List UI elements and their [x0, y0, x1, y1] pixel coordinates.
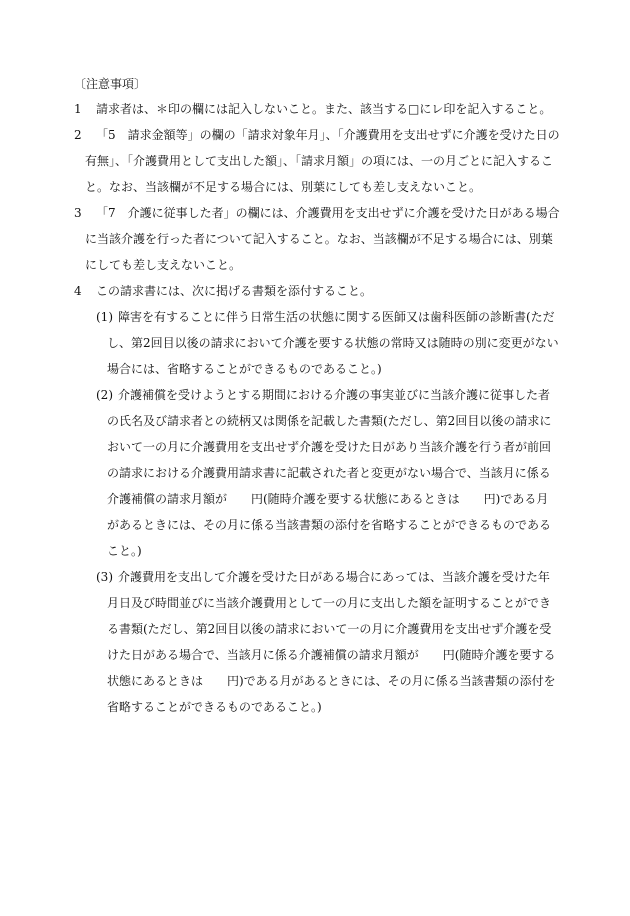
subitem-3-line-5: 状態にあるときは 円)である月があるときには、その月に係る当該書類の添付を: [107, 674, 556, 688]
subitem-3-line-1: 介護費用を支出して介護を受けた日がある場合にあっては、当該介護を受けた年: [118, 570, 550, 584]
subitem-2-line-6: があるときには、その月に係る当該書類の添付を省略することができるものである: [107, 518, 552, 532]
item-2-line-2: 有無」、「介護費用として支出した額」、「請求月額」の項には、一の月ごとに記入するこ: [85, 154, 554, 168]
notes-heading: 〔注意事項〕: [74, 77, 147, 91]
subitem-3-line-3: る書類(ただし、第2回目以後の請求において一の月に介護費用を支出せず介護を受: [107, 622, 552, 636]
subitem-3-line-2: 月日及び時間並びに当該介護費用として一の月に支出した額を証明することができ: [107, 596, 552, 610]
item-2-line-3: と。なお、当該欄が不足する場合には、別葉にしても差し支えないこと。: [85, 180, 482, 194]
subitem-1-line-2: し、第2回目以後の請求において介護を要する状態の常時又は随時の別に変更がない: [107, 336, 559, 350]
subitem-3-line-4: けた日がある場合で、当該月に係る介護補償の請求月額が 円(随時介護を要する: [107, 648, 556, 662]
item-4-number: 4: [74, 284, 82, 298]
subitem-1-line-3: 場合には、省略することができるものであること。): [107, 362, 382, 376]
subitem-3-line-6: 省略することができるものであること。): [107, 700, 322, 714]
subitem-2-line-4: の請求における介護費用請求書に記載された者と変更がない場合で、当該月に係る: [107, 466, 551, 480]
item-3-number: 3: [74, 206, 82, 220]
subitem-2-line-1: 介護補償を受けようとする期間における介護の事実並びに当該介護に従事した者: [118, 388, 551, 402]
item-2-line-1: 「5 請求金額等」の欄の「請求対象年月」、「介護費用を支出せずに介護を受けた日の: [96, 128, 560, 142]
item-3-line-3: にしても差し支えないこと。: [85, 258, 242, 272]
subitem-1-number: (1): [96, 310, 113, 324]
subitem-2-line-7: こと。): [107, 544, 142, 558]
subitem-2-line-2: の氏名及び請求者との続柄又は関係を記載した書類(ただし、第2回目以後の請求に: [107, 414, 552, 428]
subitem-3-number: (3): [96, 570, 113, 584]
item-3-line-2: に当該介護を行った者について記入すること。なお、当該欄が不足する場合には、別葉: [85, 232, 553, 246]
item-1-number: 1: [74, 102, 82, 116]
item-1-line-1: 請求者は、＊印の欄には記入しないこと。また、該当する□にレ印を記入すること。: [96, 102, 552, 116]
item-4-line-1: この請求書には、次に掲げる書類を添付すること。: [96, 284, 373, 298]
subitem-2-number: (2): [96, 388, 113, 402]
subitem-2-line-3: おいて一の月に介護費用を支出せず介護を受けた日があり当該介護を行う者が前回: [107, 440, 552, 454]
subitem-1-line-1: 障害を有することに伴う日常生活の状態に関する医師又は歯科医師の診断書(ただ: [118, 310, 555, 324]
item-2-number: 2: [74, 128, 82, 142]
subitem-2-line-5: 介護補償の請求月額が 円(随時介護を要する状態にあるときは 円)である月: [107, 492, 549, 506]
item-3-line-1: 「7 介護に従事した者」の欄には、介護費用を支出せずに介護を受けた日がある場合: [96, 206, 560, 220]
